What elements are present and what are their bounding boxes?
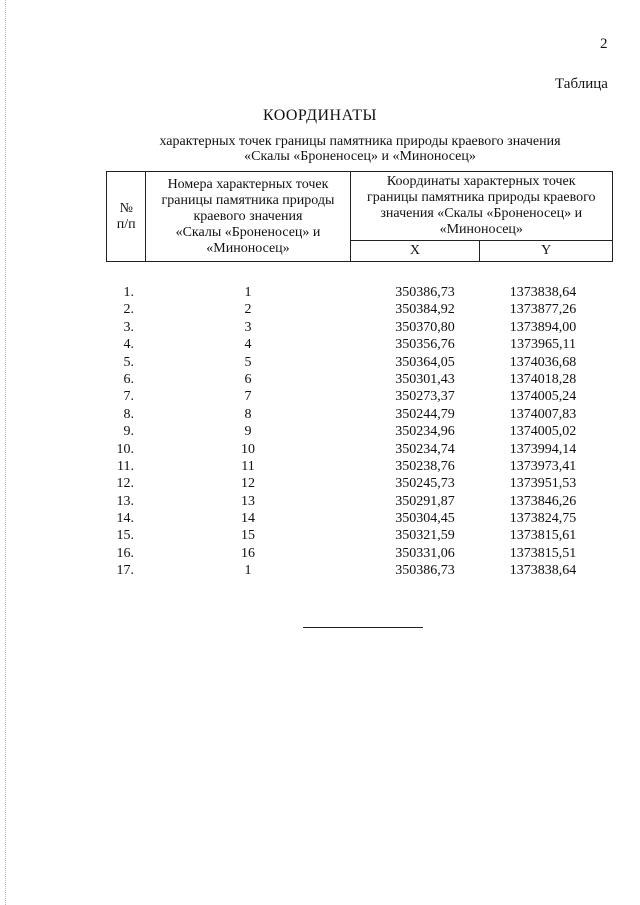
coord-x: 350245,73	[395, 476, 455, 492]
coord-x: 350273,37	[395, 389, 455, 405]
header-coords-line-4: «Миноносец»	[439, 222, 523, 237]
header-points-line-4: «Скалы «Броненосец» и	[175, 224, 321, 240]
point-number: 4	[244, 337, 252, 353]
point-number: 10	[241, 441, 255, 457]
row-number: 6.	[123, 371, 134, 387]
header-points-line-3: краевого значения	[193, 208, 303, 224]
row-number: 4.	[123, 337, 134, 353]
table-row	[0, 527, 640, 544]
coord-x: 350364,05	[395, 354, 455, 370]
coord-x: 350291,87	[395, 493, 455, 509]
header-coords-line-1: Координаты характерных точек	[386, 174, 576, 189]
point-number: 12	[241, 476, 255, 492]
row-number: 11.	[117, 458, 134, 474]
table-row	[0, 371, 640, 388]
header-num-line-2: п/п	[116, 216, 136, 232]
coord-x: 350301,43	[395, 371, 455, 387]
point-number: 1	[244, 285, 252, 300]
table-row	[0, 562, 640, 579]
header-coords-line-2: границы памятника природы краевого	[367, 190, 596, 205]
coord-x: 350370,80	[395, 319, 455, 335]
coordinates-table-header	[106, 171, 613, 262]
point-number: 8	[244, 406, 252, 422]
point-number: 14	[241, 511, 255, 527]
coord-y: 1373815,51	[509, 545, 577, 561]
table-row	[0, 441, 640, 458]
coord-y: 1374007,83	[509, 406, 577, 422]
point-number: 6	[244, 371, 252, 387]
point-number: 7	[244, 389, 252, 405]
row-number: 10.	[116, 441, 134, 457]
coord-x: 350386,73	[395, 563, 455, 579]
page-number: 2	[600, 36, 608, 52]
row-number: 14.	[116, 511, 134, 527]
header-points-line-1: Номера характерных точек	[167, 176, 329, 192]
coord-x: 350244,79	[395, 406, 455, 422]
coord-y: 1373973,41	[509, 458, 577, 474]
coord-x: 350331,06	[395, 545, 455, 561]
coord-y: 1373838,64	[509, 563, 577, 579]
subtitle-line-1: характерных точек границы памятника природы краевого значения	[159, 134, 561, 149]
row-number: 2.	[123, 302, 134, 318]
row-number: 5.	[123, 354, 134, 370]
coord-y: 1373877,26	[509, 302, 577, 318]
header-coordinates	[350, 172, 613, 241]
coord-x: 350238,76	[395, 458, 455, 474]
row-number: 17.	[116, 563, 134, 579]
coord-y: 1374005,02	[509, 424, 577, 440]
header-points-line-5: «Миноносец»	[206, 240, 290, 256]
table-row	[0, 301, 640, 318]
table-label: Таблица	[555, 76, 608, 92]
point-number: 1	[244, 563, 252, 579]
row-number: 8.	[123, 406, 134, 422]
row-number: 13.	[116, 493, 134, 509]
header-x: X	[350, 241, 480, 262]
row-number: 3.	[123, 319, 134, 335]
coord-x: 350234,96	[395, 424, 455, 440]
coord-y: 1373965,11	[510, 337, 576, 353]
header-points-line-2: границы памятника природы	[161, 192, 335, 208]
row-number: 12.	[116, 476, 134, 492]
row-number: 7.	[123, 389, 134, 405]
point-number: 13	[241, 493, 255, 509]
header-num-line-1: №	[119, 200, 133, 216]
table-row	[0, 458, 640, 475]
row-number: 15.	[116, 528, 134, 544]
table-row	[0, 423, 640, 440]
table-row	[0, 475, 640, 492]
point-number: 15	[241, 528, 255, 544]
coord-x: 350356,76	[395, 337, 455, 353]
row-number: 1.	[123, 285, 134, 300]
coord-x: 350304,45	[395, 511, 455, 527]
subtitle-line-2: «Скалы «Броненосец» и «Миноносец»	[244, 149, 476, 164]
coord-x: 350384,92	[395, 302, 455, 318]
coord-y: 1373838,64	[509, 285, 577, 300]
coord-y: 1373846,26	[509, 493, 577, 509]
coord-x: 350321,59	[395, 528, 455, 544]
header-row-number	[107, 172, 146, 262]
table-row	[0, 336, 640, 353]
point-number: 2	[244, 302, 252, 318]
table-row	[0, 284, 640, 301]
document-title: КООРДИНАТЫ	[263, 107, 377, 124]
end-rule	[303, 627, 423, 628]
coord-y: 1374018,28	[509, 371, 577, 387]
table-row	[0, 319, 640, 336]
coord-y: 1373951,53	[509, 476, 577, 492]
coord-y: 1374036,68	[509, 354, 577, 370]
table-row	[0, 354, 640, 371]
row-number: 16.	[116, 545, 134, 561]
coord-x: 350234,74	[395, 441, 455, 457]
table-row	[0, 406, 640, 423]
coord-y: 1373824,75	[509, 511, 577, 527]
point-number: 5	[244, 354, 252, 370]
document-subtitle	[140, 134, 580, 164]
header-y: Y	[480, 241, 613, 262]
header-coords-line-3: значения «Скалы «Броненосец» и	[380, 206, 583, 221]
table-row	[0, 510, 640, 527]
row-number: 9.	[123, 424, 134, 440]
table-row	[0, 388, 640, 405]
coord-y: 1373894,00	[509, 319, 577, 335]
point-number: 9	[244, 424, 252, 440]
coord-y: 1374005,24	[509, 389, 577, 405]
table-row	[0, 493, 640, 510]
point-number: 11	[241, 458, 255, 474]
coord-x: 350386,73	[395, 285, 455, 300]
coordinates-table-body	[0, 284, 640, 580]
coord-y: 1373815,61	[509, 528, 577, 544]
header-point-numbers	[146, 172, 350, 262]
point-number: 16	[241, 545, 255, 561]
coord-y: 1373994,14	[509, 441, 577, 457]
point-number: 3	[244, 319, 252, 335]
table-row	[0, 545, 640, 562]
